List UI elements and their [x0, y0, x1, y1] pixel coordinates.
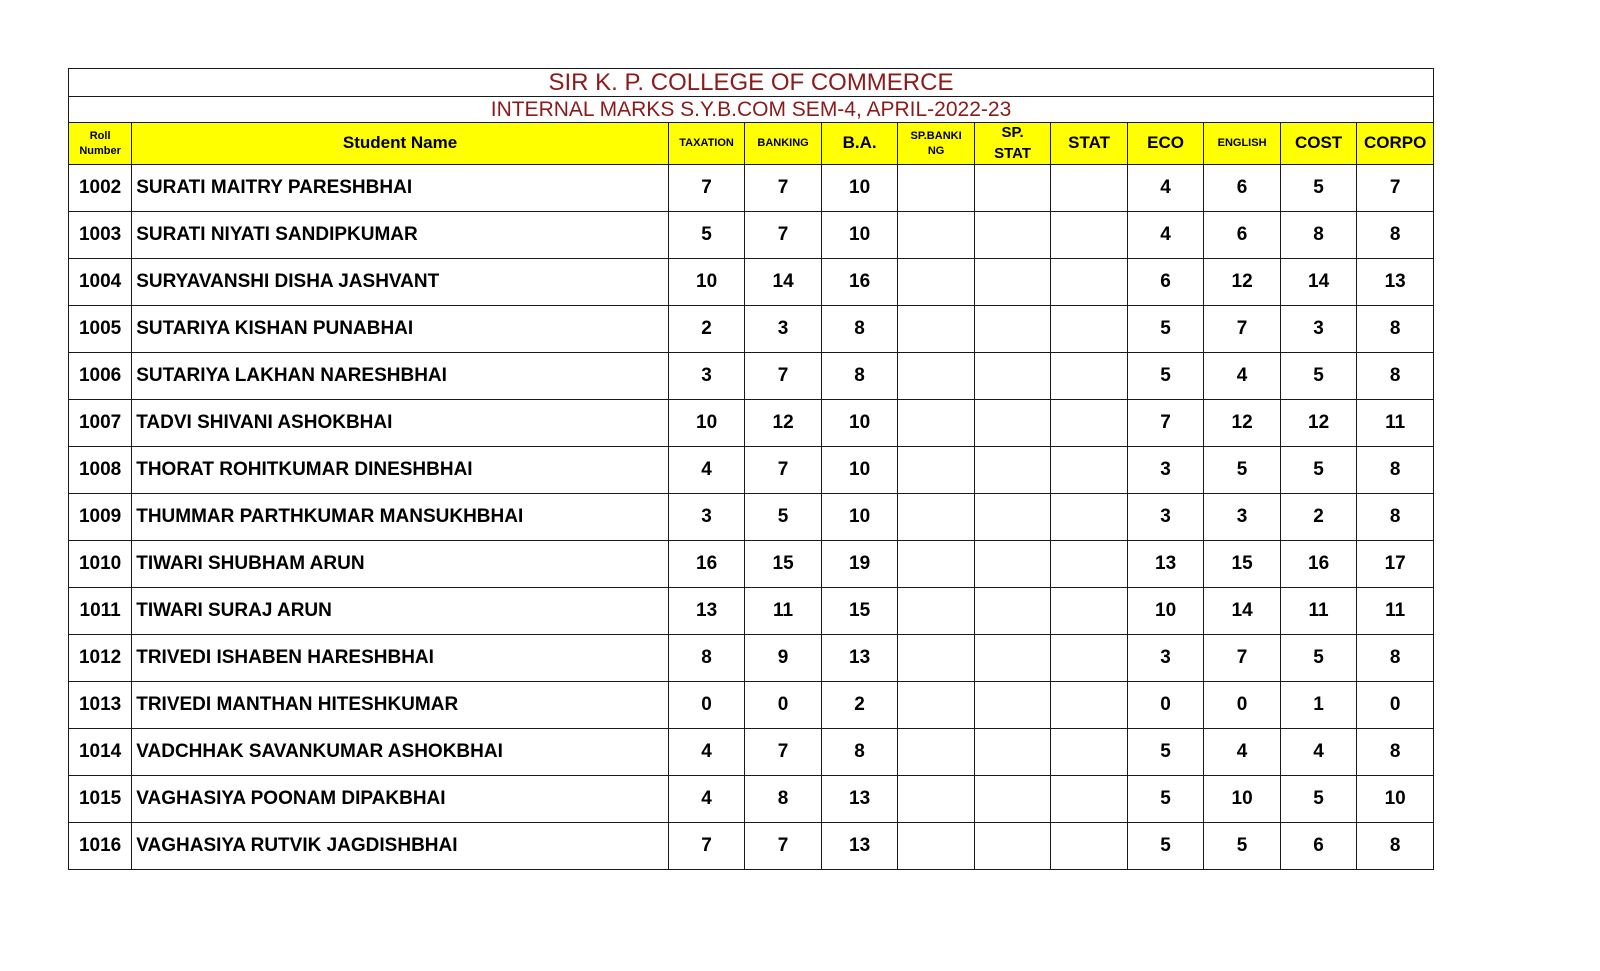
table-row — [69, 823, 1434, 870]
sp-banking-cell — [898, 400, 975, 447]
marks-table — [68, 68, 1434, 870]
ba-cell: 10 — [821, 165, 898, 212]
stat-cell — [1051, 353, 1128, 400]
sp-stat-cell — [974, 682, 1051, 729]
banking-cell: 11 — [745, 588, 822, 635]
eco-cell: 5 — [1127, 306, 1204, 353]
ba-cell: 10 — [821, 494, 898, 541]
table-row — [69, 635, 1434, 682]
stat-cell — [1051, 259, 1128, 306]
header-sp-banking-line1: SP.BANKI — [910, 129, 962, 142]
ba-cell: 8 — [821, 729, 898, 776]
header-sp-banking — [898, 123, 975, 165]
sp-banking-cell — [898, 165, 975, 212]
header-stat: STAT — [1051, 123, 1128, 165]
taxation-cell: 10 — [668, 400, 745, 447]
sp-stat-cell — [974, 259, 1051, 306]
table-row — [69, 447, 1434, 494]
ba-cell: 8 — [821, 306, 898, 353]
sp-banking-cell — [898, 259, 975, 306]
eco-cell: 3 — [1127, 494, 1204, 541]
corpo-cell: 8 — [1357, 494, 1434, 541]
sp-stat-cell — [974, 165, 1051, 212]
table-row — [69, 259, 1434, 306]
roll-number-cell: 1002 — [69, 165, 132, 212]
student-name-cell: VAGHASIYA POONAM DIPAKBHAI — [132, 776, 669, 823]
sp-stat-cell — [974, 776, 1051, 823]
corpo-cell: 7 — [1357, 165, 1434, 212]
corpo-cell: 8 — [1357, 635, 1434, 682]
stat-cell — [1051, 588, 1128, 635]
cost-cell: 2 — [1280, 494, 1357, 541]
eco-cell: 3 — [1127, 635, 1204, 682]
corpo-cell: 11 — [1357, 588, 1434, 635]
header-eco: ECO — [1127, 123, 1204, 165]
corpo-cell: 13 — [1357, 259, 1434, 306]
student-name-cell: SUTARIYA KISHAN PUNABHAI — [132, 306, 669, 353]
table-row — [69, 400, 1434, 447]
college-title: SIR K. P. COLLEGE OF COMMERCE — [69, 69, 1434, 97]
banking-cell: 7 — [745, 353, 822, 400]
english-cell: 7 — [1204, 306, 1281, 353]
stat-cell — [1051, 400, 1128, 447]
corpo-cell: 8 — [1357, 729, 1434, 776]
header-english: ENGLISH — [1204, 123, 1281, 165]
eco-cell: 5 — [1127, 729, 1204, 776]
header-roll-line2: Number — [79, 144, 121, 157]
ba-cell: 8 — [821, 353, 898, 400]
banking-cell: 8 — [745, 776, 822, 823]
roll-number-cell: 1014 — [69, 729, 132, 776]
taxation-cell: 4 — [668, 729, 745, 776]
cost-cell: 16 — [1280, 541, 1357, 588]
ba-cell: 10 — [821, 447, 898, 494]
ba-cell: 19 — [821, 541, 898, 588]
ba-cell: 10 — [821, 212, 898, 259]
roll-number-cell: 1008 — [69, 447, 132, 494]
roll-number-cell: 1010 — [69, 541, 132, 588]
header-roll-number — [69, 123, 132, 165]
english-cell: 12 — [1204, 259, 1281, 306]
sp-stat-cell — [974, 729, 1051, 776]
stat-cell — [1051, 729, 1128, 776]
eco-cell: 10 — [1127, 588, 1204, 635]
corpo-cell: 0 — [1357, 682, 1434, 729]
cost-cell: 8 — [1280, 212, 1357, 259]
taxation-cell: 7 — [668, 165, 745, 212]
banking-cell: 5 — [745, 494, 822, 541]
corpo-cell: 8 — [1357, 447, 1434, 494]
sp-banking-cell — [898, 447, 975, 494]
column-header-row — [69, 123, 1434, 165]
student-name-cell: TIWARI SURAJ ARUN — [132, 588, 669, 635]
sp-stat-cell — [974, 494, 1051, 541]
cost-cell: 11 — [1280, 588, 1357, 635]
table-row — [69, 776, 1434, 823]
taxation-cell: 16 — [668, 541, 745, 588]
taxation-cell: 10 — [668, 259, 745, 306]
sp-stat-cell — [974, 306, 1051, 353]
sp-stat-cell — [974, 823, 1051, 870]
taxation-cell: 8 — [668, 635, 745, 682]
table-row — [69, 306, 1434, 353]
header-student-name: Student Name — [132, 123, 669, 165]
banking-cell: 12 — [745, 400, 822, 447]
table-row — [69, 353, 1434, 400]
sp-stat-cell — [974, 212, 1051, 259]
cost-cell: 1 — [1280, 682, 1357, 729]
student-name-cell: VAGHASIYA RUTVIK JAGDISHBHAI — [132, 823, 669, 870]
english-cell: 4 — [1204, 353, 1281, 400]
corpo-cell: 11 — [1357, 400, 1434, 447]
sp-stat-cell — [974, 447, 1051, 494]
stat-cell — [1051, 212, 1128, 259]
taxation-cell: 4 — [668, 776, 745, 823]
banking-cell: 7 — [745, 165, 822, 212]
eco-cell: 0 — [1127, 682, 1204, 729]
table-row — [69, 165, 1434, 212]
table-row — [69, 212, 1434, 259]
table-row — [69, 494, 1434, 541]
eco-cell: 6 — [1127, 259, 1204, 306]
stat-cell — [1051, 306, 1128, 353]
taxation-cell: 7 — [668, 823, 745, 870]
english-cell: 12 — [1204, 400, 1281, 447]
student-name-cell: TRIVEDI ISHABEN HARESHBHAI — [132, 635, 669, 682]
sp-banking-cell — [898, 682, 975, 729]
stat-cell — [1051, 447, 1128, 494]
corpo-cell: 8 — [1357, 212, 1434, 259]
corpo-cell: 8 — [1357, 353, 1434, 400]
stat-cell — [1051, 541, 1128, 588]
header-roll-line1: Roll — [89, 129, 111, 142]
sp-banking-cell — [898, 541, 975, 588]
header-corpo: CORPO — [1357, 123, 1434, 165]
cost-cell: 12 — [1280, 400, 1357, 447]
taxation-cell: 2 — [668, 306, 745, 353]
header-sp-stat-line2: STAT — [994, 144, 1032, 162]
student-name-cell: TIWARI SHUBHAM ARUN — [132, 541, 669, 588]
cost-cell: 4 — [1280, 729, 1357, 776]
ba-cell: 13 — [821, 635, 898, 682]
cost-cell: 3 — [1280, 306, 1357, 353]
stat-cell — [1051, 682, 1128, 729]
ba-cell: 13 — [821, 776, 898, 823]
eco-cell: 4 — [1127, 212, 1204, 259]
student-name-cell: SUTARIYA LAKHAN NARESHBHAI — [132, 353, 669, 400]
table-row — [69, 588, 1434, 635]
table-row — [69, 682, 1434, 729]
sp-banking-cell — [898, 306, 975, 353]
sp-banking-cell — [898, 823, 975, 870]
stat-cell — [1051, 823, 1128, 870]
sp-stat-cell — [974, 635, 1051, 682]
student-name-cell: SURATI MAITRY PARESHBHAI — [132, 165, 669, 212]
sp-banking-cell — [898, 729, 975, 776]
roll-number-cell: 1009 — [69, 494, 132, 541]
sp-banking-cell — [898, 212, 975, 259]
banking-cell: 7 — [745, 212, 822, 259]
english-cell: 10 — [1204, 776, 1281, 823]
student-name-cell: TRIVEDI MANTHAN HITESHKUMAR — [132, 682, 669, 729]
student-name-cell: THORAT ROHITKUMAR DINESHBHAI — [132, 447, 669, 494]
corpo-cell: 10 — [1357, 776, 1434, 823]
english-cell: 3 — [1204, 494, 1281, 541]
stat-cell — [1051, 776, 1128, 823]
header-taxation: TAXATION — [668, 123, 745, 165]
taxation-cell: 0 — [668, 682, 745, 729]
english-cell: 7 — [1204, 635, 1281, 682]
student-name-cell: VADCHHAK SAVANKUMAR ASHOKBHAI — [132, 729, 669, 776]
roll-number-cell: 1016 — [69, 823, 132, 870]
banking-cell: 9 — [745, 635, 822, 682]
roll-number-cell: 1012 — [69, 635, 132, 682]
corpo-cell: 8 — [1357, 306, 1434, 353]
cost-cell: 5 — [1280, 635, 1357, 682]
sp-stat-cell — [974, 353, 1051, 400]
eco-cell: 4 — [1127, 165, 1204, 212]
cost-cell: 5 — [1280, 165, 1357, 212]
ba-cell: 15 — [821, 588, 898, 635]
english-cell: 6 — [1204, 165, 1281, 212]
cost-cell: 5 — [1280, 447, 1357, 494]
banking-cell: 7 — [745, 447, 822, 494]
sp-banking-cell — [898, 588, 975, 635]
sp-banking-cell — [898, 353, 975, 400]
document-subtitle: INTERNAL MARKS S.Y.B.COM SEM-4, APRIL-2022-23 — [69, 97, 1434, 123]
header-cost: COST — [1280, 123, 1357, 165]
eco-cell: 5 — [1127, 776, 1204, 823]
english-cell: 5 — [1204, 823, 1281, 870]
english-cell: 5 — [1204, 447, 1281, 494]
ba-cell: 16 — [821, 259, 898, 306]
sp-banking-cell — [898, 776, 975, 823]
table-row — [69, 541, 1434, 588]
sp-banking-cell — [898, 635, 975, 682]
banking-cell: 0 — [745, 682, 822, 729]
eco-cell: 7 — [1127, 400, 1204, 447]
student-name-cell: TADVI SHIVANI ASHOKBHAI — [132, 400, 669, 447]
banking-cell: 7 — [745, 823, 822, 870]
eco-cell: 13 — [1127, 541, 1204, 588]
banking-cell: 7 — [745, 729, 822, 776]
eco-cell: 5 — [1127, 823, 1204, 870]
sp-banking-cell — [898, 494, 975, 541]
taxation-cell: 5 — [668, 212, 745, 259]
roll-number-cell: 1006 — [69, 353, 132, 400]
table-row — [69, 729, 1434, 776]
roll-number-cell: 1003 — [69, 212, 132, 259]
roll-number-cell: 1007 — [69, 400, 132, 447]
ba-cell: 2 — [821, 682, 898, 729]
english-cell: 0 — [1204, 682, 1281, 729]
corpo-cell: 17 — [1357, 541, 1434, 588]
stat-cell — [1051, 165, 1128, 212]
corpo-cell: 8 — [1357, 823, 1434, 870]
sp-stat-cell — [974, 541, 1051, 588]
header-sp-stat-line1: SP. — [1001, 124, 1024, 142]
cost-cell: 6 — [1280, 823, 1357, 870]
taxation-cell: 3 — [668, 353, 745, 400]
ba-cell: 13 — [821, 823, 898, 870]
stat-cell — [1051, 494, 1128, 541]
english-cell: 4 — [1204, 729, 1281, 776]
student-name-cell: THUMMAR PARTHKUMAR MANSUKHBHAI — [132, 494, 669, 541]
english-cell: 14 — [1204, 588, 1281, 635]
taxation-cell: 13 — [668, 588, 745, 635]
eco-cell: 5 — [1127, 353, 1204, 400]
student-name-cell: SURYAVANSHI DISHA JASHVANT — [132, 259, 669, 306]
taxation-cell: 3 — [668, 494, 745, 541]
header-banking: BANKING — [745, 123, 822, 165]
cost-cell: 5 — [1280, 353, 1357, 400]
cost-cell: 5 — [1280, 776, 1357, 823]
header-sp-stat — [974, 123, 1051, 165]
banking-cell: 14 — [745, 259, 822, 306]
ba-cell: 10 — [821, 400, 898, 447]
roll-number-cell: 1015 — [69, 776, 132, 823]
roll-number-cell: 1013 — [69, 682, 132, 729]
stat-cell — [1051, 635, 1128, 682]
roll-number-cell: 1005 — [69, 306, 132, 353]
sp-stat-cell — [974, 588, 1051, 635]
roll-number-cell: 1011 — [69, 588, 132, 635]
header-ba: B.A. — [821, 123, 898, 165]
sp-stat-cell — [974, 400, 1051, 447]
roll-number-cell: 1004 — [69, 259, 132, 306]
english-cell: 6 — [1204, 212, 1281, 259]
english-cell: 15 — [1204, 541, 1281, 588]
header-sp-banking-line2: NG — [927, 144, 945, 157]
banking-cell: 15 — [745, 541, 822, 588]
banking-cell: 3 — [745, 306, 822, 353]
student-name-cell: SURATI NIYATI SANDIPKUMAR — [132, 212, 669, 259]
eco-cell: 3 — [1127, 447, 1204, 494]
taxation-cell: 4 — [668, 447, 745, 494]
cost-cell: 14 — [1280, 259, 1357, 306]
